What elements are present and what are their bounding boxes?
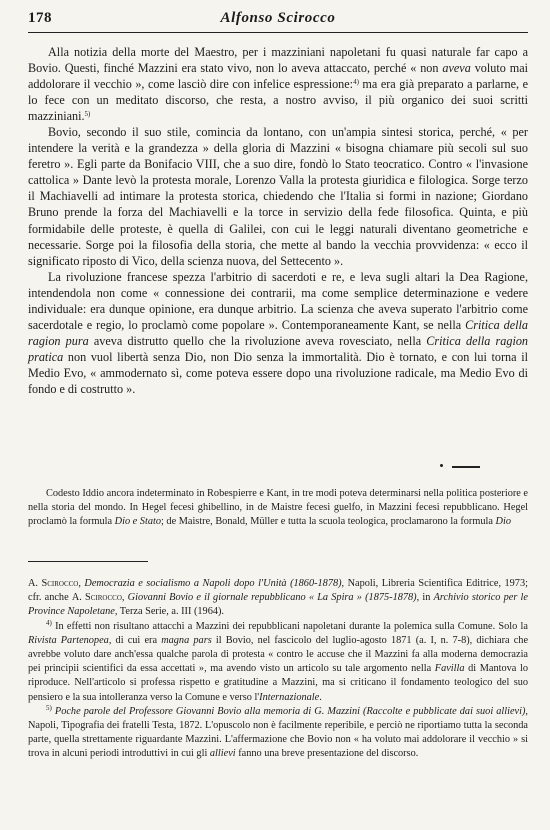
footnote-4: $^{4)}$ In effetti non risultano attacchi a Mazzini dei repubblicani napoletani durante la polemica sulla Comune. Solo la Rivista Partenopea, di cui era magna pars il Bovio, nel fascicolo del luglio-agosto 1871 (a. I, n. 7-8), dichiara che avrebbe voluto dare anch'essa qualche parola di protesta « contro le accuse che il Mazzini fa alla moderna democrazia pei principii scientifici da essa accettati », ma avendo visto un articolo su tale argomento nella Favilla di Mantova lo riproduce. Nell'articolo si professa rispetto e gratitudine a Mazzini, ma si criticano il fondamento teologico del suo pensiero e la sua intolleranza verso la Comune e verso l'Internazionale. <box>28 618 529 703</box>
footnote-rule <box>28 561 148 562</box>
paragraph-1: Alla notizia della morte del Maestro, per i mazziniani napoletani fu quasi naturale far capo a Bovio. Questi, finché Mazzini era stato vivo, non lo aveva attaccato, perché « non aveva voluto mai addolorare il vecchio », come lasciò dire con infelice espressione:$^{4)}$ ma era già preparato a parlarne, e lo fece con un meditato discorso, che resta, a nostro avviso, il più organico dei suoi scritti mazziniani.$^{5)}$ <box>28 45 528 124</box>
footnote-ref-4[interactable]: 4) <box>353 78 359 87</box>
footnote-ref-5[interactable]: 5) <box>84 110 91 119</box>
separator-mark <box>452 466 480 468</box>
running-head: Alfonso Scirocco <box>220 10 336 26</box>
footnote-5: $^{5)}$ Poche parole del Professore Giovanni Bovio alla memoria di G. Mazzini (Raccolte e pubblicate dai suoi allievi), Napoli, Tipografia dei fratelli Testa, 1872. L'opuscolo non è facilmente reperibile, e perciò ne riportiamo tutta la seconda parte, quella strettamente riguardante Mazzini. L'affermazione che Bovio non « ha voluto mai addolorare il vecchio » si trova in alcuni periodi introduttivi in cui gli allievi fanno una breve presentazione del discorso. <box>28 703 528 760</box>
body-text <box>28 44 528 397</box>
separator-dot <box>440 464 443 467</box>
paragraph-2: Bovio, secondo il suo stile, comincia da lontano, con un'ampia sintesi storica, perché, « per intendere la verità e la grandezza » della gloria di Mazzini « bisogna chiamare più secoli sul suo feretro ». Egli parte da Bonifacio VIII, che a suo dire, fondò lo Stato teocratico. Contro « l'invasione cattolica » Dante levò la protesta morale, Lorenzo Valla la protesta giuridica e filologica. Sorge terzo il Machiavelli ad intimare la protesta storica, chiedendo che l'Italia si formi in nazione; Giordano Bruno prende la forza del Machiavelli e la torce in servizio della fede filosofica. Quinta, e più formidabile delle proteste, è quella di Galilei, con cui le leggi naturali diventano geometriche e necessarie. Sorge poi la filosofia della storia, che mette al bando la vecchia provvidenza: « ecco il significato riposto di Vico, della scienza nuova, del Settecento ». <box>28 125 528 268</box>
footnote-mark-5: 5) <box>46 703 52 712</box>
footnote-mark-4: 4) <box>46 618 52 627</box>
paragraph-3: La rivoluzione francese spezza l'arbitrio di sacerdoti e re, e leva sugli altari la Dea Ragione, intendendola non come « connessione dei contrarii, ma come semplice determinazione e vedere individuale: era dunque opinione, era dunque arbitrio. La scienza che aveva superato l'arbitrio come sacerdotale e regio, lo proclamò come popolare ». Contemporaneamente Kant, se nella Critica della ragion pura aveva distrutto quello che la rivoluzione aveva rovesciato, nella Critica della ragion pratica non vuol libertà senza Dio, non Dio senza la immortalità. Dio è tornato, e con lui torna il Medio Evo, « ammodernato sì, come poteva essere dopo una rivoluzione radicale, ma Medio Evo di fondo e di costrutto ». <box>28 269 529 396</box>
page-header <box>28 10 528 34</box>
footnote-continuation: A. Scirocco, Democrazia e socialismo a Napoli dopo l'Unità (1860-1878), Napoli, Libreria Scientifica Editrice, 1973; cfr. anche A. Scirocco, Giovanni Bovio e il giornale repubblicano « La Spira » (1875-1878), in Archivio storico per le Province Napoletane, Terza Serie, a. III (1964). <box>28 578 528 618</box>
page-number: 178 <box>28 10 52 26</box>
header-rule <box>28 32 528 33</box>
footnotes <box>28 577 528 762</box>
quoted-passage: Codesto Iddio ancora indeterminato in Robespierre e Kant, in tre modi poteva determinarsi nella politica posteriore e nella storia del mondo. In Hegel fecesi ghibellino, in de Maistre fecesi guelfo, in Mazzini fecesi repubblicano. Hegel proclamò la formula Dio e Stato; de Maistre, Bonald, Müller e tutta la scuola teologica, proclamarono la formula Dio <box>28 488 528 528</box>
